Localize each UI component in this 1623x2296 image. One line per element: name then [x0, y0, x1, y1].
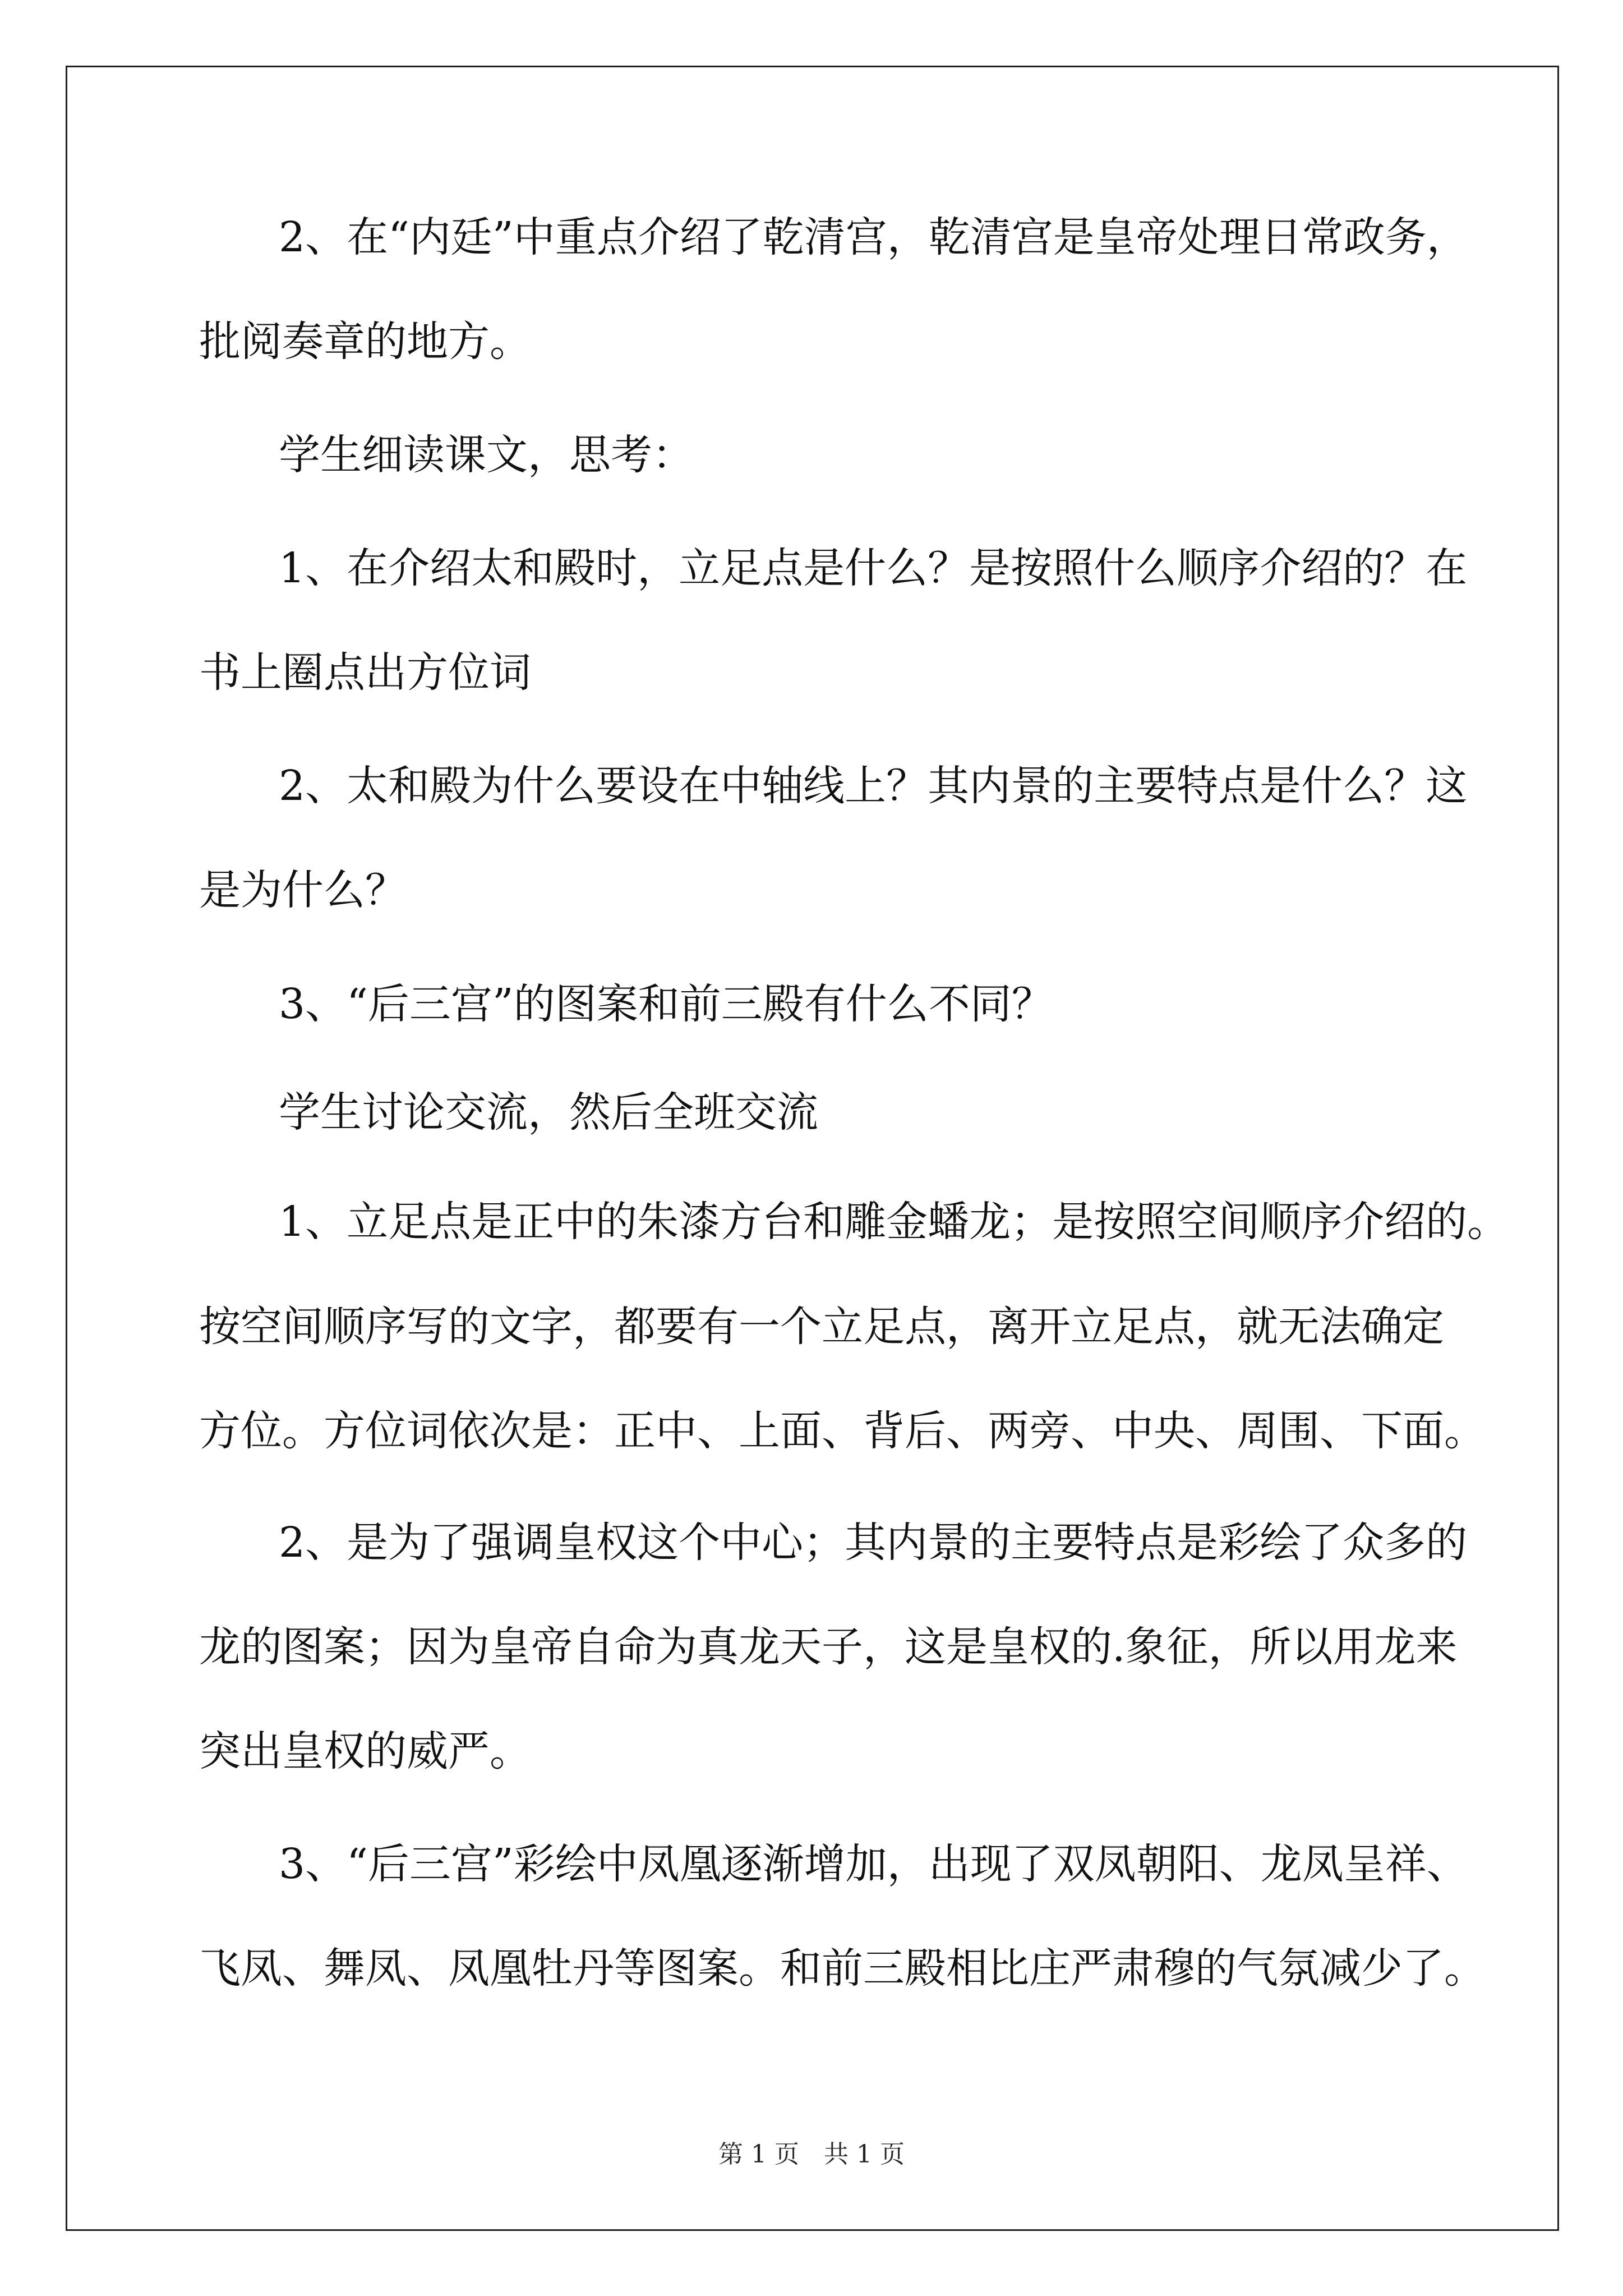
text-line-6: 2、太和殿为什么要设在中轴线上？其内景的主要特点是什么？这: [279, 762, 1468, 810]
text-line-13: 2、是为了强调皇权这个中心；其内景的主要特点是彩绘了众多的: [279, 1519, 1468, 1567]
text-line-10: 1、立足点是正中的朱漆方台和雕金蟠龙；是按照空间顺序介绍的。: [279, 1198, 1509, 1246]
text-line-17: 飞凤、舞凤、凤凰牡丹等图案。和前三殿相比庄严肃穆的气氛减少了。: [199, 1944, 1486, 1993]
text-line-16: 3、“后三宫”彩绘中凤凰逐渐增加，出现了双凤朝阳、龙凤呈祥、: [279, 1840, 1468, 1888]
page-border: [66, 66, 1559, 2231]
text-line-14: 龙的图案；因为皇帝自命为真龙天子，这是皇权的.象征，所以用龙来: [199, 1623, 1458, 1671]
text-line-3: 学生细读课文，思考：: [279, 431, 694, 479]
text-line-1: 2、在“内廷”中重点介绍了乾清宫，乾清宫是皇帝处理日常政务，: [279, 213, 1468, 261]
text-line-12: 方位。方位词依次是：正中、上面、背后、两旁、中央、周围、下面。: [199, 1407, 1486, 1455]
page-footer: 第 1 页 共 1 页: [718, 2140, 905, 2169]
text-line-9: 学生讨论交流，然后全班交流: [279, 1088, 818, 1137]
text-line-15: 突出皇权的威严。: [199, 1727, 531, 1775]
text-line-2: 批阅奏章的地方。: [199, 318, 531, 366]
text-line-4: 1、在介绍太和殿时，立足点是什么？是按照什么顺序介绍的？在: [279, 544, 1468, 592]
text-line-8: 3、“后三宫”的图案和前三殿有什么不同？: [279, 980, 1053, 1028]
text-line-7: 是为什么？: [199, 866, 407, 914]
text-line-11: 按空间顺序写的文字，都要有一个立足点，离开立足点，就无法确定: [199, 1303, 1444, 1351]
text-line-5: 书上圈点出方位词: [199, 648, 531, 697]
